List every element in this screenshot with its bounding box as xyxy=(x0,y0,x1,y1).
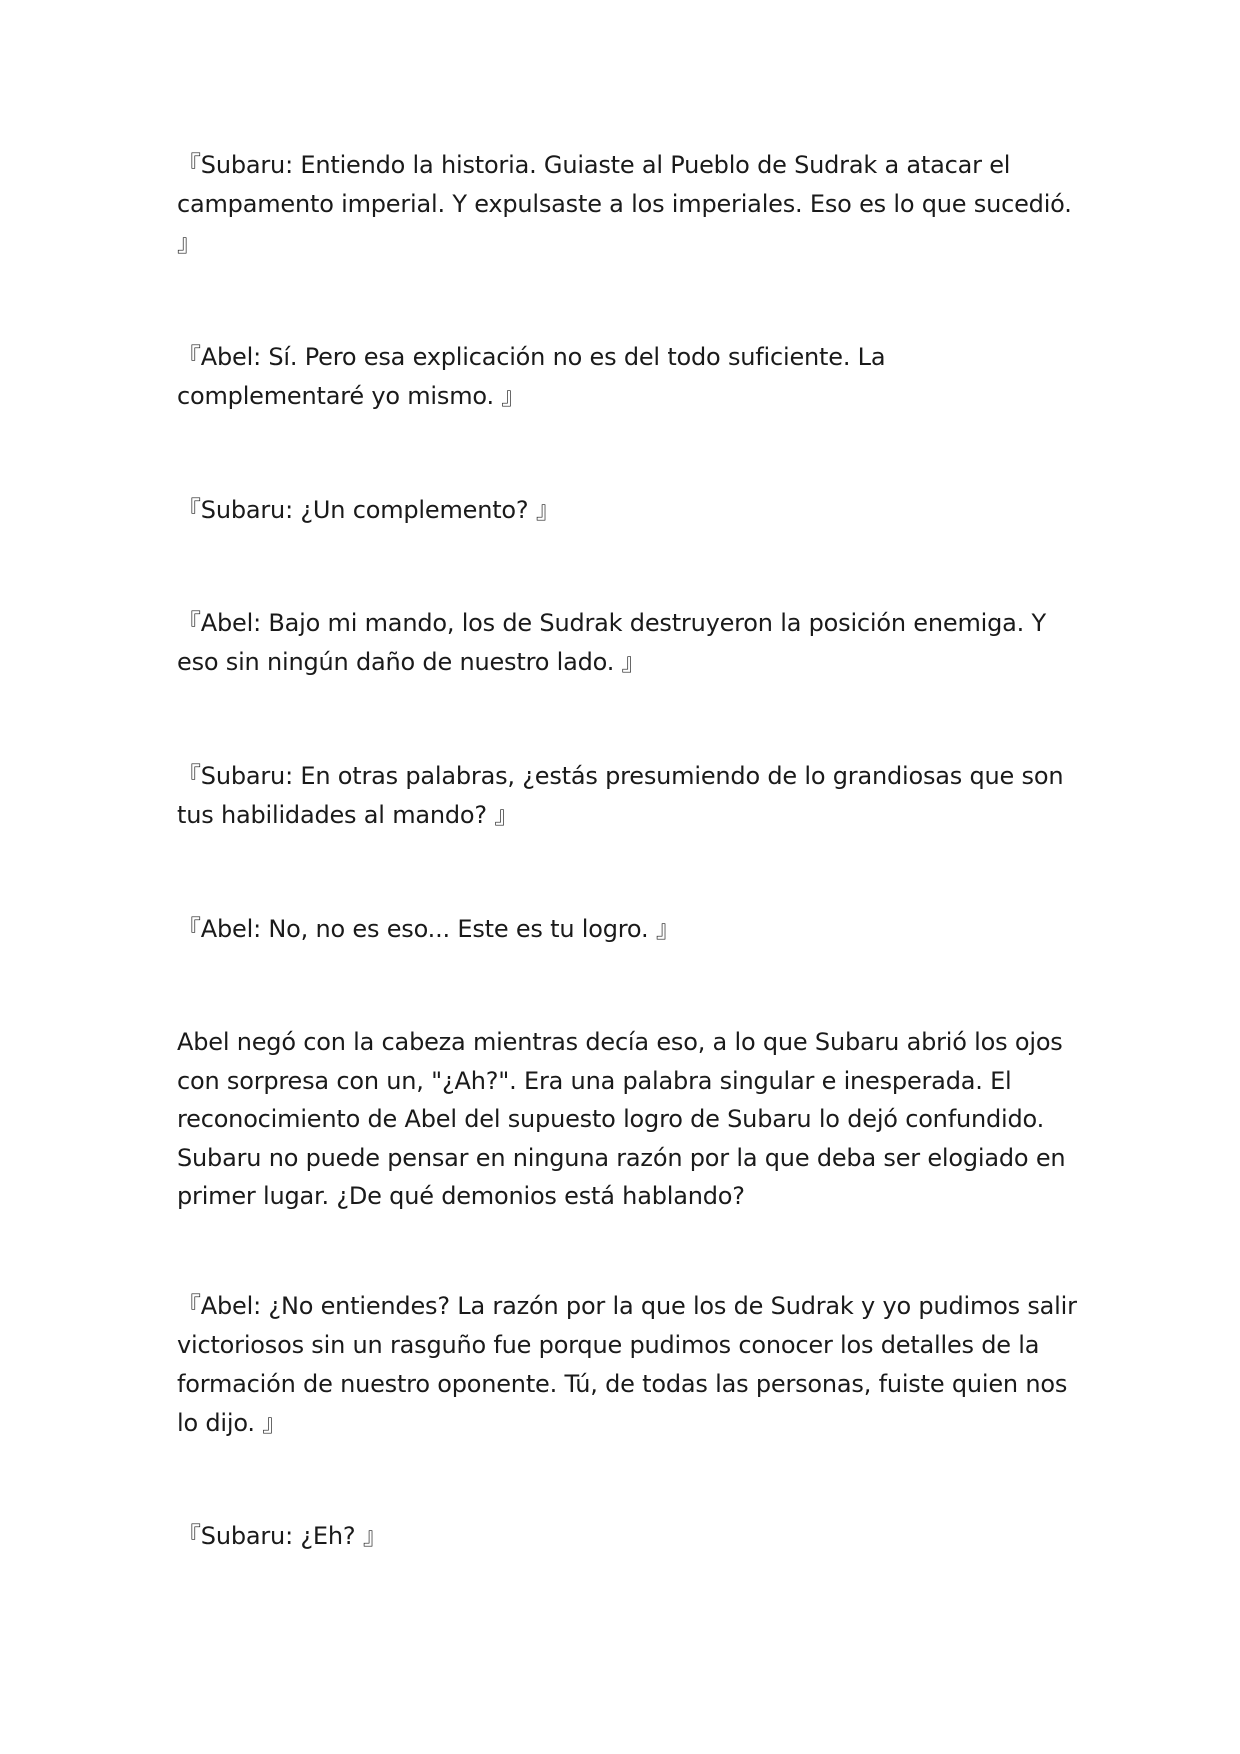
dialogue-paragraph-5: 『Subaru: En otras palabras, ¿estás presumiendo de lo grandiosas que son tus habilidades al mando? 』 xyxy=(177,762,1064,829)
dialogue-paragraph-1: 『Subaru: Entiendo la historia. Guiaste al Pueblo de Sudrak a atacar el campamento imperial. Y expulsaste a los imperiales. Eso es lo que sucedió. 』 xyxy=(177,151,1072,257)
narration-paragraph: Abel negó con la cabeza mientras decía eso, a lo que Subaru abrió los ojos con sorpresa con un, "¿Ah?". Era una palabra singular e inesperada. El reconocimiento de Abel del supuesto logro de Subaru lo dejó confundido. Subaru no puede pensar en ninguna razón por la que deba ser elogiado en primer lugar. ¿De qué demonios está hablando? xyxy=(177,1028,1066,1210)
dialogue-paragraph-4: 『Abel: Bajo mi mando, los de Sudrak destruyeron la posición enemiga. Y eso sin ningún daño de nuestro lado. 』 xyxy=(177,609,1046,676)
dialogue-paragraph-3: 『Subaru: ¿Un complemento? 』 xyxy=(177,496,560,524)
dialogue-paragraph-2: 『Abel: Sí. Pero esa explicación no es del todo suficiente. La complementaré yo mismo. 』 xyxy=(177,343,886,410)
dialogue-paragraph-8: 『Subaru: ¿Eh? 』 xyxy=(177,1522,387,1550)
dialogue-paragraph-6: 『Abel: No, no es eso... Este es tu logro. 』 xyxy=(177,915,680,943)
dialogue-paragraph-7: 『Abel: ¿No entiendes? La razón por la que los de Sudrak y yo pudimos salir victoriosos sin un rasguño fue porque pudimos conocer los detalles de la formación de nuestro oponente. Tú, de todas las personas, fuiste quien nos lo dijo. 』 xyxy=(177,1292,1077,1437)
